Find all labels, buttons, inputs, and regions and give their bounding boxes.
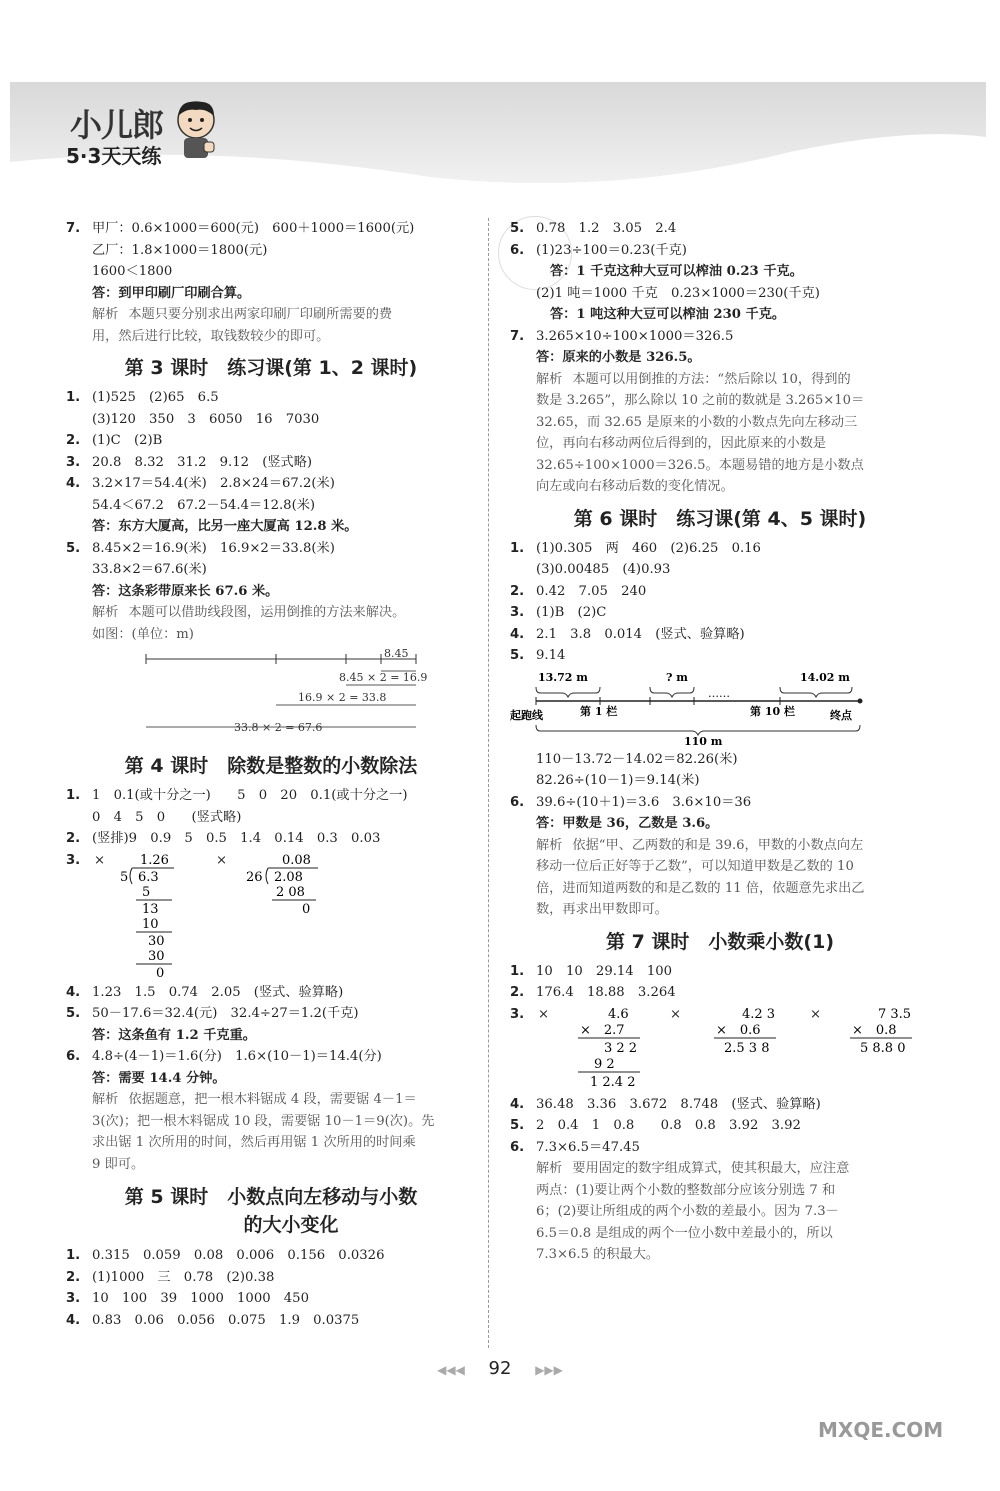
logo-subtitle: 5·3天天练 (66, 144, 162, 168)
svg-text:4.2 3: 4.2 3 (742, 1006, 776, 1022)
fig-label-b: 8.45 × 2 = 16.9 (339, 671, 428, 684)
s7-mark-1: × (538, 1006, 550, 1022)
s7-mark-2: × (670, 1006, 682, 1022)
r-q6: 6. (1)23÷100＝0.23(千克) (510, 242, 687, 258)
hurdle-fig-tenth: 第 10 栏 (750, 704, 795, 718)
svg-text:1 2.4 2: 1 2.4 2 (590, 1074, 636, 1090)
r-q6-answer2: 答：1 吨这种大豆可以榨油 230 千克。 (550, 307, 786, 322)
hurdle-race-diagram (510, 671, 910, 745)
svg-text:1.26: 1.26 (140, 852, 169, 868)
s7-analysis-line4: 6.5＝0.8 是组成的两个一位小数中差最小的，所以 (536, 1225, 833, 1241)
section-title-lesson5-line1: 第 5 课时 小数点向左移动与小数 (124, 1186, 418, 1208)
svg-text:10: 10 (142, 916, 159, 932)
s6-q2: 2. 0.42 7.05 240 (510, 583, 647, 599)
right-column (510, 218, 930, 1266)
svg-text:2.5 3 8: 2.5 3 8 (724, 1040, 770, 1054)
q7-line2: 乙厂：1.8×1000＝1800(元) (92, 242, 268, 258)
s5-q3: 3. 10 100 39 1000 1000 450 (66, 1291, 309, 1306)
q7-analysis: 解析 本题只要分别求出两家印刷厂印刷所需要的费 (92, 307, 393, 322)
s6-analysis-line4: 数，再求出甲数即可。 (536, 902, 668, 917)
s4-q1: 1. 1 0.1(或十分之一) 5 0 20 0.1(或十分之一) (66, 788, 408, 803)
s7-q3: 3. × × × 4.6 × 2.7 3 2 2 9 2 1 2.4 2 4.2 3 × 0.6 2.5 3 8 7 3.5 × 0.8 5 8.8 0 (510, 1004, 930, 1094)
q7-analysis-line2: 用，然后进行比较，取钱数较少的即可。 (92, 328, 330, 344)
r-q6-line2: (2)1 吨＝1000 千克 0.23×1000＝230(千克) (536, 285, 820, 301)
multiplication-3 (832, 1004, 922, 1054)
s3-q1: 1. (1)525 (2)65 6.5 (66, 390, 219, 405)
hurdle-fig-start: 起跑线 (510, 708, 543, 722)
s6-q5-line2: 82.26÷(10－1)＝9.14(米) (536, 773, 700, 788)
r-q7-analysis-line3: 32.65，而 32.65 是原来的小数的小数点先向左移动三 (536, 414, 858, 430)
svg-text:× 0.8: × 0.8 (852, 1022, 897, 1038)
section-title-lesson6: 第 6 课时 练习课(第 4、5 课时) (573, 507, 867, 530)
s6-analysis-line2: 移动一位后正好等于乙数”，可以知道甲数是乙数的 10 (536, 859, 854, 874)
r-q7-analysis-line4: 位，再向右移动两位后得到的，因此原来的小数是 (536, 436, 827, 451)
s6-q1-line2: (3)0.00485 (4)0.93 (536, 562, 671, 577)
hurdle-fig-dots: …… (708, 686, 730, 700)
s3-q4-line2: 54.4＜67.2 67.2－54.4＝12.8(米) (92, 497, 316, 513)
s4-analysis-line4: 9 即可。 (92, 1156, 145, 1172)
logo-text: 小儿郎 (70, 106, 164, 144)
s6-q5-line1: 110－13.72－14.02＝82.26(米) (536, 751, 738, 767)
svg-text:0: 0 (302, 901, 311, 917)
s6-q6-answer: 答：甲数是 36，乙数是 3.6。 (536, 816, 719, 831)
section-title-lesson4: 第 4 课时 除数是整数的小数除法 (124, 755, 418, 777)
r-q7-analysis-line5: 32.65÷100×1000＝326.5。本题易错的地方是小数点 (536, 457, 864, 473)
s3-q5-line2: 33.8×2＝67.6(米) (92, 562, 207, 577)
r-q7-analysis-line6: 向左或向右移动后数的变化情况。 (536, 479, 734, 494)
svg-text:× 0.6: × 0.6 (716, 1022, 761, 1038)
svg-text:0: 0 (156, 965, 165, 980)
r-q6-answer1: 答：1 千克这种大豆可以榨油 0.23 千克。 (550, 264, 803, 279)
q3-mark-2: × (216, 852, 228, 868)
page-number: 92 (488, 1358, 512, 1379)
column-divider (488, 218, 489, 1348)
prev-arrows-icon: ◀◀◀ (437, 1363, 465, 1377)
svg-text:13: 13 (142, 901, 159, 917)
svg-text:9 2: 9 2 (594, 1056, 615, 1072)
hurdle-fig-a: 13.72 m (538, 670, 588, 684)
svg-text:30: 30 (148, 948, 165, 964)
s6-q3: 3. (1)B (2)C (510, 605, 607, 620)
s3-q4-answer: 答：东方大厦高，比另一座大厦高 12.8 米。 (92, 519, 358, 534)
svg-text:5: 5 (142, 884, 151, 900)
svg-text:0.08: 0.08 (282, 852, 311, 868)
s5-q1: 1. 0.315 0.059 0.08 0.006 0.156 0.0326 (66, 1248, 385, 1263)
next-arrows-icon: ▶▶▶ (535, 1363, 563, 1377)
s4-q6: 6. 4.8÷(4－1)＝1.6(分) 1.6×(10－1)＝14.4(分) (66, 1049, 382, 1064)
line-segment-diagram-lesson3 (66, 649, 466, 745)
s5-q2: 2. (1)1000 三 0.78 (2)0.38 (66, 1269, 275, 1285)
s6-analysis: 解析 依据“甲、乙两数的和是 39.6，甲数的小数点向左 (536, 837, 864, 853)
s6-q5: 5. 9.14 (510, 648, 566, 663)
section-title-lesson3: 第 3 课时 练习课(第 1、2 课时) (124, 357, 418, 379)
svg-text:4.6: 4.6 (608, 1006, 629, 1022)
r-q7-answer: 答：原来的小数是 326.5。 (536, 350, 701, 365)
s7-analysis-line3: 6；(2)要让所组成的两个小数的差最小。因为 7.3－ (536, 1204, 839, 1219)
s3-q1-line2: (3)120 350 3 6050 16 7030 (92, 411, 320, 427)
hurdle-fig-b: ? m (666, 670, 688, 684)
s7-q6: 6. 7.3×6.5＝47.45 (510, 1139, 640, 1155)
s3-q4: 4. 3.2×17＝54.4(米) 2.8×24＝67.2(米) (66, 476, 335, 491)
s3-q5-analysis: 解析 本题可以借助线段图，运用倒推的方法来解决。 (92, 605, 406, 620)
s4-q5-answer: 答：这条鱼有 1.2 千克重。 (92, 1027, 256, 1043)
section-title-lesson7: 第 7 课时 小数乘小数(1) (605, 930, 835, 953)
hurdle-fig-total: 110 m (684, 734, 723, 745)
multiplication-2 (696, 1004, 786, 1054)
s5-q4: 4. 0.83 0.06 0.056 0.075 1.9 0.0375 (66, 1312, 360, 1328)
multiplication-1 (560, 1004, 650, 1094)
hurdle-fig-c: 14.02 m (800, 670, 850, 684)
fig-label-a: 8.45 (384, 649, 409, 660)
r-q5: 5. 0.78 1.2 3.05 2.4 (510, 221, 677, 236)
s4-q6-answer: 答：需要 14.4 分钟。 (92, 1070, 226, 1086)
s7-analysis: 解析 要用固定的数字组成算式，使其积最大，应注意 (536, 1161, 850, 1176)
svg-text:2.08: 2.08 (274, 869, 303, 885)
r-q7: 7. 3.265×10÷100×1000＝326.5 (510, 328, 734, 344)
site-watermark: MXQE.COM (818, 1418, 944, 1442)
s7-q2: 2. 176.4 18.88 3.264 (510, 985, 676, 1000)
r-q7-analysis: 解析 本题可以用倒推的方法：“然后除以 10，得到的 (536, 371, 851, 387)
svg-text:2 08: 2 08 (276, 884, 305, 900)
mascot-icon (170, 98, 222, 162)
s7-q5: 5. 2 0.4 1 0.8 0.8 0.8 3.92 3.92 (510, 1118, 801, 1133)
q7-answer: 答：到甲印刷厂印刷合算。 (92, 285, 251, 301)
svg-text:6.3: 6.3 (138, 869, 159, 885)
q7-line3: 1600＜1800 (92, 264, 173, 279)
s3-q5: 5. 8.45×2＝16.9(米) 16.9×2＝33.8(米) (66, 540, 335, 556)
svg-text:26: 26 (246, 869, 263, 885)
s4-q3: 3. × × 1.26 5 6.3 5 13 10 30 30 0 0.08 26 2.08 2 08 0 (66, 850, 476, 982)
s4-q1-line2: 0 4 5 0 (竖式略) (92, 809, 242, 825)
s7-q1: 1. 10 10 29.14 100 (510, 963, 673, 979)
section-title-lesson5 (66, 1183, 476, 1239)
svg-text:3 2 2: 3 2 2 (604, 1040, 638, 1056)
svg-text:30: 30 (148, 933, 165, 949)
s4-q2: 2. (竖排)9 0.9 5 0.5 1.4 0.14 0.3 0.03 (66, 831, 381, 846)
question-7: 7. 甲厂：0.6×1000＝600(元) 600＋1000＝1600(元) (66, 221, 415, 236)
hurdle-fig-end: 终点 (830, 708, 852, 722)
page-footer (0, 1358, 1000, 1379)
r-q7-analysis-line2: 数是 3.265”，那么除以 10 之前的数就是 3.265×10＝ (536, 393, 865, 408)
svg-text:× 2.7: × 2.7 (580, 1022, 625, 1038)
s3-q5-answer: 答：这条彩带原来长 67.6 米。 (92, 583, 279, 599)
s6-q6: 6. 39.6÷(10＋1)＝3.6 3.6×10＝36 (510, 794, 752, 810)
s7-mark-3: × (810, 1006, 822, 1022)
s4-analysis-line2: 3(次)；把一根木料锯成 10 段，需要锯 10－1＝9(次)。先 (92, 1113, 435, 1129)
s6-analysis-line3: 倍，进而知道两数的和是乙数的 11 倍，依题意先求出乙 (536, 880, 865, 896)
fig-label-d: 33.8 × 2 = 67.6 (234, 721, 323, 734)
s6-q1: 1. (1)0.305 两 460 (2)6.25 0.16 (510, 540, 761, 556)
long-division-1 (118, 850, 188, 980)
s4-analysis-line3: 求出锯 1 次所用的时间，然后再用锯 1 次所用的时间乘 (92, 1135, 416, 1150)
hurdle-fig-first: 第 1 栏 (580, 704, 618, 718)
s3-q2: 2. (1)C (2)B (66, 433, 163, 448)
section-title-lesson5-line2: 的大小变化 (243, 1214, 339, 1236)
q3-mark-1: × (94, 852, 106, 868)
s7-analysis-line2: 两点：(1)要让两个小数的整数部分应该分别选 7 和 (536, 1182, 836, 1198)
svg-text:7 3.5: 7 3.5 (878, 1006, 912, 1022)
long-division-2 (246, 850, 326, 920)
s4-q5: 5. 50－17.6＝32.4(元) 32.4÷27＝1.2(千克) (66, 1006, 359, 1021)
s4-q4: 4. 1.23 1.5 0.74 2.05 (竖式、验算略) (66, 984, 344, 1000)
s4-analysis: 解析 依据题意，把一根木料锯成 4 段，需要锯 4－1＝ (92, 1092, 417, 1107)
svg-text:5: 5 (120, 869, 129, 885)
left-column (66, 218, 476, 1331)
fig-label-c: 16.9 × 2 = 33.8 (298, 691, 387, 704)
s7-q4: 4. 36.48 3.36 3.672 8.748 (竖式、验算略) (510, 1096, 821, 1112)
s6-q4: 4. 2.1 3.8 0.014 (竖式、验算略) (510, 626, 745, 642)
s3-figure-caption: 如图：(单位：m) (92, 626, 194, 642)
svg-text:5 8.8 0: 5 8.8 0 (860, 1040, 906, 1054)
s3-q3: 3. 20.8 8.32 31.2 9.12 (竖式略) (66, 454, 313, 470)
s7-analysis-line5: 7.3×6.5 的积最大。 (536, 1247, 660, 1262)
